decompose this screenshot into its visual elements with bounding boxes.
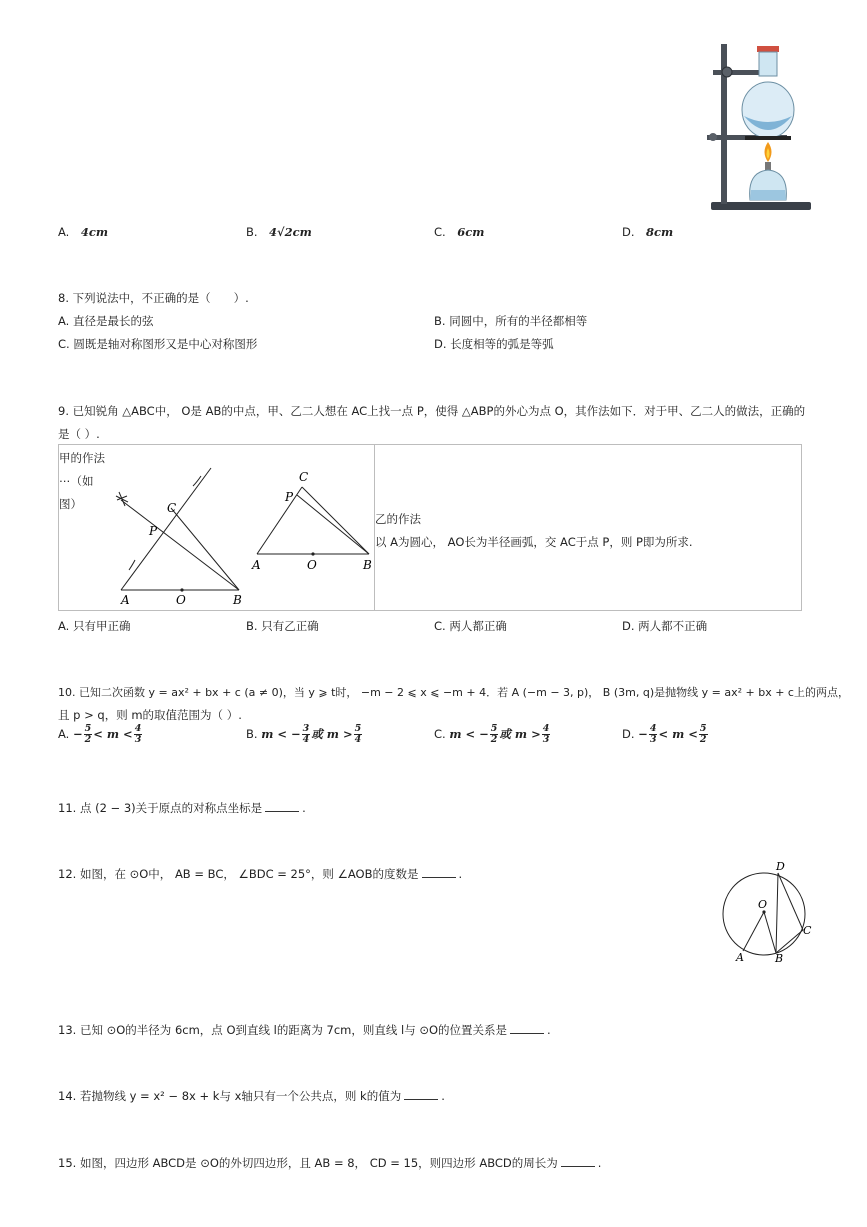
q12-label-d: D [776, 860, 785, 873]
answer-blank[interactable] [404, 1089, 438, 1100]
fraction: $\frac{4}{3}$ [542, 723, 550, 745]
option-math: − [72, 727, 83, 741]
q12-label-b: B [775, 952, 784, 965]
q10-option-b[interactable] [246, 724, 363, 745]
q11-stem: 11. 点 (2 − 3)关于原点的对称点坐标是 [58, 801, 263, 815]
option-letter: B. [246, 225, 258, 239]
option-letter: C. [58, 337, 70, 351]
fraction: $\frac{5}{2}$ [699, 723, 707, 745]
q12-label-a: A [736, 951, 744, 964]
q9-option-c[interactable] [434, 618, 507, 634]
option-text: 只有甲正确 [72, 619, 131, 633]
q7-option-b[interactable] [246, 224, 312, 240]
option-math: m < − [261, 727, 301, 741]
option-letter: C. [434, 619, 446, 633]
q10-stem-line2: 且 p > q，则 m的取值范围为（ ）. [58, 708, 242, 722]
option-letter: A. [58, 225, 70, 239]
option-text: 8cm [646, 225, 674, 239]
q10-option-a[interactable] [58, 724, 143, 745]
jia-line3: 图） [59, 497, 82, 511]
q7-option-a[interactable] [58, 224, 108, 240]
option-math: < m < [658, 727, 698, 741]
q13-stem: 13. 已知 ⊙O的半径为 6cm，点 O到直线 l的距离为 7cm，则直线 l与 ⊙O的位置关系是 [58, 1023, 508, 1037]
q12-stem: 12. 如图，在 ⊙O中， AB = BC， ∠BDC = 25°，则 ∠AOB的度数是 [58, 867, 419, 881]
answer-blank[interactable] [422, 867, 456, 878]
q8-stem: 8. 下列说法中，不正确的是（ ）. [58, 291, 249, 305]
fraction: $\frac{5}{4}$ [354, 723, 362, 745]
q9-method-table [58, 444, 802, 611]
option-math: 或 m > [311, 727, 353, 741]
option-letter: D. [622, 727, 635, 741]
answer-blank[interactable] [265, 801, 299, 812]
q12-label-c: C [803, 924, 812, 937]
q13-end: . [547, 1023, 551, 1037]
q9-option-b[interactable] [246, 618, 319, 634]
option-text: 4cm [80, 225, 109, 239]
option-letter: B. [434, 314, 446, 328]
jia-label-p: P [149, 524, 158, 538]
fraction: $\frac{3}{4}$ [302, 723, 310, 745]
option-text: 4√2cm [269, 225, 312, 239]
q11 [58, 800, 306, 816]
option-letter: D. [622, 619, 635, 633]
fraction: $\frac{4}{3}$ [134, 723, 142, 745]
option-math: − [638, 727, 648, 741]
option-text: 两人都不正确 [638, 619, 708, 633]
fig2-label-a: A [252, 558, 261, 572]
option-text: 同圆中，所有的半径都相等 [449, 314, 588, 328]
answer-blank[interactable] [561, 1156, 595, 1167]
jia-label-c: C [167, 501, 177, 515]
q9-stem-line1: 9. 已知锐角 △ABC中， O是 AB的中点，甲、乙二人想在 AC上找一点 P，使得 △ABP的外心为点 O，其作法如下．对于甲、乙二人的做法，正确的 [58, 404, 806, 418]
q14 [58, 1088, 445, 1104]
jia-label-b: B [233, 593, 242, 605]
option-letter: D. [434, 337, 447, 351]
yi-text: 以 A为圆心， AO长为半径画弧，交 AC于点 P，则 P即为所求. [375, 535, 693, 549]
answer-blank[interactable] [510, 1023, 544, 1034]
q11-end: . [302, 801, 306, 815]
q8-option-b[interactable] [434, 313, 587, 329]
q15 [58, 1155, 601, 1171]
option-text: 两人都正确 [449, 619, 507, 633]
fraction: $\frac{5}{2}$ [84, 723, 92, 745]
yi-title: 乙的作法 [375, 512, 421, 526]
q8-option-c[interactable] [58, 336, 257, 352]
q10-option-d[interactable] [622, 724, 709, 745]
fig2-label-b: B [363, 558, 372, 572]
option-math: 或 m > [499, 727, 541, 741]
q12-circle-figure [718, 858, 818, 966]
fraction: $\frac{5}{2}$ [490, 723, 498, 745]
option-text: 只有乙正确 [261, 619, 319, 633]
q14-end: . [441, 1089, 445, 1103]
fig2-label-c: C [299, 470, 309, 484]
q7-option-d[interactable] [622, 224, 673, 240]
q9-jia-cell [59, 445, 375, 610]
q12 [58, 866, 462, 882]
jia-label-a: A [121, 593, 130, 605]
option-math: < m < [93, 727, 133, 741]
q7-option-c[interactable] [434, 224, 484, 240]
option-letter: B. [246, 727, 258, 741]
q8-option-a[interactable] [58, 313, 153, 329]
fig2-label-p: P [285, 490, 294, 504]
option-text: 长度相等的弧是等弧 [450, 337, 554, 351]
option-text: 6cm [457, 225, 485, 239]
q9-option-a[interactable] [58, 618, 130, 634]
option-letter: A. [58, 619, 70, 633]
jia-label-o: O [176, 593, 186, 605]
q15-end: . [597, 1156, 602, 1170]
q14-stem: 14. 若抛物线 y = x² − 8x + k与 x轴只有一个公共点，则 k的值为 [58, 1089, 402, 1103]
option-letter: B. [246, 619, 258, 633]
jia-figure [109, 460, 249, 605]
q15-stem: 15. 如图，四边形 ABCD是 ⊙O的外切四边形，且 AB = 8， CD = 15，则四边形 ABCD的周长为 [58, 1156, 558, 1170]
lab-apparatus-image [705, 40, 815, 215]
q12-end: . [458, 867, 463, 881]
option-letter: D. [622, 225, 635, 239]
option-text: 直径是最长的弦 [72, 314, 154, 328]
option-letter: C. [434, 727, 446, 741]
q13 [58, 1022, 551, 1038]
q12-label-o: O [758, 898, 768, 911]
option-text: 圆既是轴对称图形又是中心对称图形 [73, 337, 258, 351]
q10-option-c[interactable] [434, 724, 551, 745]
option-letter: C. [434, 225, 446, 239]
option-letter: A. [58, 727, 70, 741]
option-math: m < − [449, 727, 489, 741]
q8-option-d[interactable] [434, 336, 554, 352]
q9-option-d[interactable] [622, 618, 707, 634]
q10-stem-line1: 10. 已知二次函数 y = ax² + bx + c (a ≠ 0)，当 y ⩾ t时， −m − 2 ⩽ x ⩽ −m + 4．若 A (−m − 3, p)， B (3m, q)是抛物线 y = ax² + bx + c上的两点， [58, 686, 849, 699]
jia-title: 甲的作法 [59, 451, 105, 465]
fraction: $\frac{4}{3}$ [649, 723, 657, 745]
option-letter: A. [58, 314, 70, 328]
jia-figure-2 [249, 465, 374, 575]
fig2-label-o: O [307, 558, 317, 572]
q9-stem-line2: 是（ ）. [58, 427, 100, 441]
jia-line2: ⋯（如 [59, 474, 94, 488]
